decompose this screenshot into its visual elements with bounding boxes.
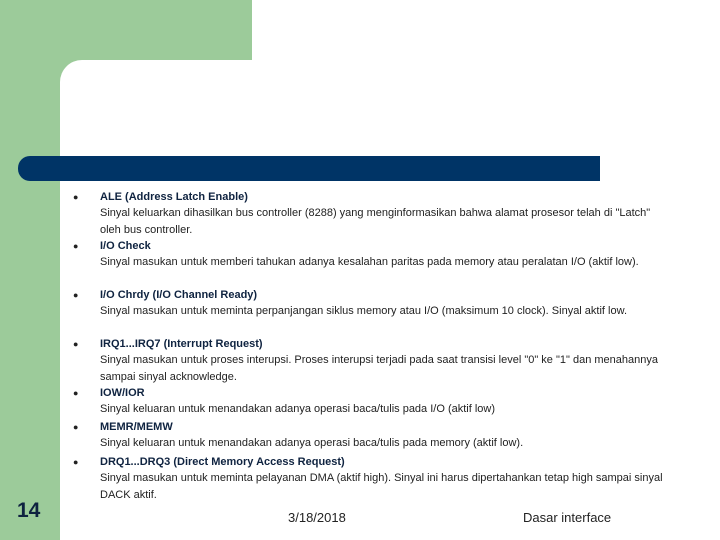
bullet-icon: ● — [73, 388, 79, 398]
item-description: Sinyal masukan untuk memberi tahukan adanya kesalahan paritas pada memory atau peralatan I/O (aktif low). — [100, 256, 639, 269]
bullet-icon: ● — [73, 192, 79, 202]
item-description: Sinyal masukan untuk meminta pelayanan DMA (aktif high). Sinyal ini harus dipertahankan tetap high sampai sinyal DACK aktif. — [100, 472, 663, 501]
bullet-icon: ● — [73, 422, 79, 432]
decorative-corner — [60, 60, 84, 84]
item-title: ALE (Address Latch Enable) — [100, 191, 248, 203]
item-title: MEMR/MEMW — [100, 421, 173, 433]
item-description: Sinyal keluarkan dihasilkan bus controller (8288) yang menginformasikan bahwa alamat prosesor telah di "Latch" oleh bus controller. — [100, 207, 651, 236]
item-title: I/O Chrdy (I/O Channel Ready) — [100, 289, 258, 301]
list-item — [73, 336, 670, 385]
list-item — [73, 454, 670, 503]
list-item — [73, 189, 670, 238]
footer-text: Dasar interface — [523, 510, 612, 525]
item-title: IRQ1...IRQ7 (Interrupt Request) — [100, 338, 263, 350]
bullet-icon: ● — [73, 457, 79, 467]
item-description: Sinyal keluaran untuk menandakan adanya operasi baca/tulis pada memory (aktif low). — [100, 437, 524, 450]
item-description: Sinyal masukan untuk proses interupsi. Proses interupsi terjadi pada saat transisi level "0" ke "1" dan menahannya sampai sinyal acknowledge. — [100, 354, 658, 383]
item-description: Sinyal keluaran untuk menandakan adanya operasi baca/tulis pada I/O (aktif low) — [100, 403, 496, 416]
list-item — [73, 238, 670, 271]
item-description: Sinyal masukan untuk meminta perpanjangan siklus memory atau I/O (maksimum 10 clock). Sinyal aktif low. — [100, 305, 627, 318]
bullet-icon: ● — [73, 339, 79, 349]
bullet-icon: ● — [73, 290, 79, 300]
item-title: IOW/IOR — [100, 387, 145, 399]
footer-date: 3/18/2018 — [288, 510, 346, 525]
list-item — [73, 419, 670, 452]
item-title: I/O Check — [100, 240, 151, 252]
decorative-green-column — [0, 0, 60, 540]
bullet-icon: ● — [73, 241, 79, 251]
list-item — [73, 287, 670, 320]
slide-number: 14 — [17, 499, 41, 522]
item-title: DRQ1...DRQ3 (Direct Memory Access Request) — [100, 456, 345, 468]
list-item — [73, 385, 670, 418]
title-bar — [18, 156, 600, 181]
